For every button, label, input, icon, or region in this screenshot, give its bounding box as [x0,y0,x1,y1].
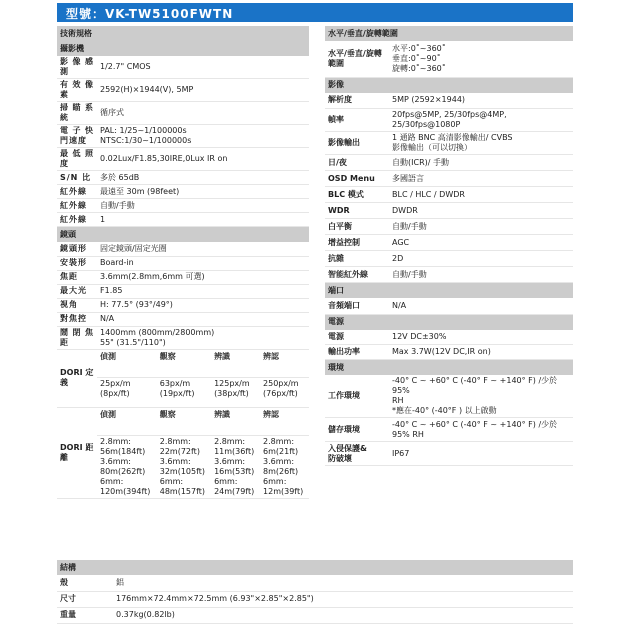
spec-value: 176mm×72.4mm×72.5mm (6.93"×2.85"×2.85") [113,591,573,607]
spec-value: H: 77.5° (93°/49°) [97,298,309,312]
section-pan-tilt [325,26,573,41]
section-structure [57,560,573,575]
spec-row [325,132,573,155]
spec-label: BLC 模式 [325,187,389,203]
spec-label: 最大光 [57,284,97,298]
spec-row [57,575,573,591]
spec-label: 紅外線 [57,185,97,199]
spec-row [325,219,573,235]
spec-row [57,270,309,284]
spec-row [325,235,573,251]
spec-row [325,203,573,219]
section-lens-title: 鏡頭 [57,227,309,243]
spec-value: 自動(ICR)/ 手動 [389,155,573,171]
dori-definition-header: 辨識 [211,349,260,377]
spec-value: 鋁 [113,575,573,591]
spec-label: 紅外線 [57,213,97,227]
spec-value: 0.37kg(0.82lb) [113,607,573,623]
spec-value: 自動/手動 [97,199,309,213]
spec-row [57,284,309,298]
spec-value: BLC / HLC / DWDR [389,187,573,203]
spec-row [57,298,309,312]
dori-definition-value: 25px/m (8px/ft) [97,377,157,407]
section-lens [57,227,309,243]
section-power-title: 電源 [325,314,573,330]
spec-value: -40° C ~ +60° C (-40° F ~ +140° F) /少於 95% RH *應在-40° (-40°F ) 以上啟動 [389,375,573,418]
spec-row [325,442,573,466]
section-environment-title: 環境 [325,360,573,376]
spec-row [57,171,309,185]
dori-distance-header: 辨識 [211,407,260,435]
section-camera [57,41,309,56]
spec-label: 日/夜 [325,155,389,171]
spec-value: 2D [389,251,573,267]
spec-label: OSD Menu [325,171,389,187]
spec-label: 白平衡 [325,219,389,235]
section-video [325,77,573,93]
spec-row [57,185,309,199]
spec-value: 循序式 [97,102,309,125]
spec-label: 入侵保護& 防破壞 [325,442,389,466]
spec-row [325,251,573,267]
structure-table [57,560,573,624]
spec-value: DWDR [389,203,573,219]
dori-definition-value: 250px/m (76px/ft) [260,377,309,407]
dori-distance-header: 觀察 [157,407,211,435]
spec-value: 0.02Lux/F1.85,30IRE,0Lux IR on [97,148,309,171]
section-camera-title: 攝影機 [57,41,309,56]
spec-row [325,93,573,109]
spec-row [57,242,309,256]
spec-label: 最低照度 [57,148,97,171]
spec-value: 最遠至 30m (98feet) [97,185,309,199]
spec-label: 掃瞄系統 [57,102,97,125]
dori-definition-label: DORI 定義 [57,349,97,407]
spec-row [325,155,573,171]
spec-value: 20fps@5MP, 25/30fps@4MP, 25/30fps@1080P [389,109,573,132]
spec-label: 電源 [325,330,389,345]
model-banner [57,3,573,22]
dori-distance-value: 2.8mm: 6m(21ft) 3.6mm: 8m(26ft) 6mm: 12m(39ft) [260,435,309,498]
spec-label: 安裝形 [57,256,97,270]
dori-distance-header: 辨認 [260,407,309,435]
spec-row [325,109,573,132]
spec-value: 多國語言 [389,171,573,187]
section-tech-spec [57,26,309,41]
section-environment [325,360,573,376]
spec-row [57,102,309,125]
spec-label: S/N 比 [57,171,97,185]
spec-value: Board-in [97,256,309,270]
dori-distance-header: 偵測 [97,407,157,435]
spec-row [325,345,573,360]
spec-value: N/A [97,312,309,326]
section-port-title: 端口 [325,283,573,299]
spec-row [57,213,309,227]
spec-value: 1/2.7" CMOS [97,56,309,79]
section-power [325,314,573,330]
dori-definition-header-row [57,349,309,377]
dori-distance-header-row [57,407,309,435]
spec-row [57,148,309,171]
spec-value: 多於 65dB [97,171,309,185]
spec-value: 自動/手動 [389,267,573,283]
spec-label: 焦距 [57,270,97,284]
dori-definition-value: 63px/m (19px/ft) [157,377,211,407]
dori-definition-header: 觀察 [157,349,211,377]
section-port [325,283,573,299]
spec-value: 1400mm (800mm/2800mm) 55" (31.5"/110") [97,326,309,349]
spec-value: 固定鏡頭/固定光圈 [97,242,309,256]
spec-label: 紅外線 [57,199,97,213]
section-structure-title: 結構 [57,560,573,575]
spec-row [57,326,309,349]
spec-label: WDR [325,203,389,219]
spec-row [325,418,573,442]
spec-row [57,256,309,270]
section-tech-spec-title: 技術規格 [57,26,309,41]
spec-label: 對焦控 [57,312,97,326]
spec-value: -40° C ~ +60° C (-40° F ~ +140° F) /少於 95% RH [389,418,573,442]
spec-row [57,607,573,623]
spec-value: 1 [97,213,309,227]
spec-label: 音頻端口 [325,298,389,314]
spec-row [325,298,573,314]
spec-table-right [325,26,573,466]
spec-value: 水平:0˚~360˚ 垂直:0˚~90˚ 旋轉:0˚~360˚ [389,41,573,77]
spec-row [57,199,309,213]
spec-label: 鏡頭形 [57,242,97,256]
spec-value: PAL: 1/25~1/100000s NTSC:1/30~1/100000s [97,125,309,148]
spec-value: F1.85 [97,284,309,298]
section-pan-tilt-title: 水平/垂直/旋轉範圍 [325,26,573,41]
section-video-title: 影像 [325,77,573,93]
dori-distance-value: 2.8mm: 22m(72ft) 3.6mm: 32m(105ft) 6mm: 48m(157ft) [157,435,211,498]
dori-definition-header: 辨認 [260,349,309,377]
spec-label: 抗雜 [325,251,389,267]
spec-row [57,56,309,79]
spec-row [325,267,573,283]
spec-row [325,41,573,77]
spec-row [325,171,573,187]
spec-label: 解析度 [325,93,389,109]
spec-label: 鬧閉焦距 [57,326,97,349]
spec-label: 水平/垂直/旋轉範圍 [325,41,389,77]
spec-value: 自動/手動 [389,219,573,235]
spec-value: 3.6mm(2.8mm,6mm 可選) [97,270,309,284]
spec-value: AGC [389,235,573,251]
structure-section [57,560,573,624]
spec-label: 增益控制 [325,235,389,251]
spec-label: 重量 [57,607,113,623]
spec-label: 有效像素 [57,79,97,102]
spec-value: N/A [389,298,573,314]
right-spec-column [325,26,573,466]
model-title: 型號：VK-TW5100FWTN [66,7,234,21]
dori-definition-value: 125px/m (38px/ft) [211,377,260,407]
spec-label: 幀率 [325,109,389,132]
dori-distance-value: 2.8mm: 56m(184ft) 3.6mm: 80m(262ft) 6mm: 120m(394ft) [97,435,157,498]
dori-definition-header: 偵測 [97,349,157,377]
spec-label: 影像輸出 [325,132,389,155]
spec-value: Max 3.7W(12V DC,IR on) [389,345,573,360]
spec-table-left [57,26,309,499]
spec-value: 1 通路 BNC 高清影像輸出/ CVBS 影像輸出（可以切換） [389,132,573,155]
spec-label: 尺寸 [57,591,113,607]
dori-distance-value: 2.8mm: 11m(36ft) 3.6mm: 16m(53ft) 6mm: 24m(79ft) [211,435,260,498]
spec-row [325,330,573,345]
spec-value: 2592(H)×1944(V), 5MP [97,79,309,102]
spec-row [325,187,573,203]
spec-label: 殼 [57,575,113,591]
spec-label: 儲存環境 [325,418,389,442]
left-spec-column [57,26,309,499]
spec-label: 輸出功率 [325,345,389,360]
spec-row [57,125,309,148]
dori-distance-label: DORI 距離 [57,407,97,498]
spec-label: 智能紅外線 [325,267,389,283]
spec-row [57,79,309,102]
spec-value: 5MP (2592×1944) [389,93,573,109]
spec-value: 12V DC±30% [389,330,573,345]
spec-row [57,591,573,607]
spec-value: IP67 [389,442,573,466]
spec-label: 影像感測 [57,56,97,79]
spec-row [57,312,309,326]
spec-label: 電子快門速度 [57,125,97,148]
spec-label: 工作環境 [325,375,389,418]
spec-row [325,375,573,418]
spec-label: 視角 [57,298,97,312]
